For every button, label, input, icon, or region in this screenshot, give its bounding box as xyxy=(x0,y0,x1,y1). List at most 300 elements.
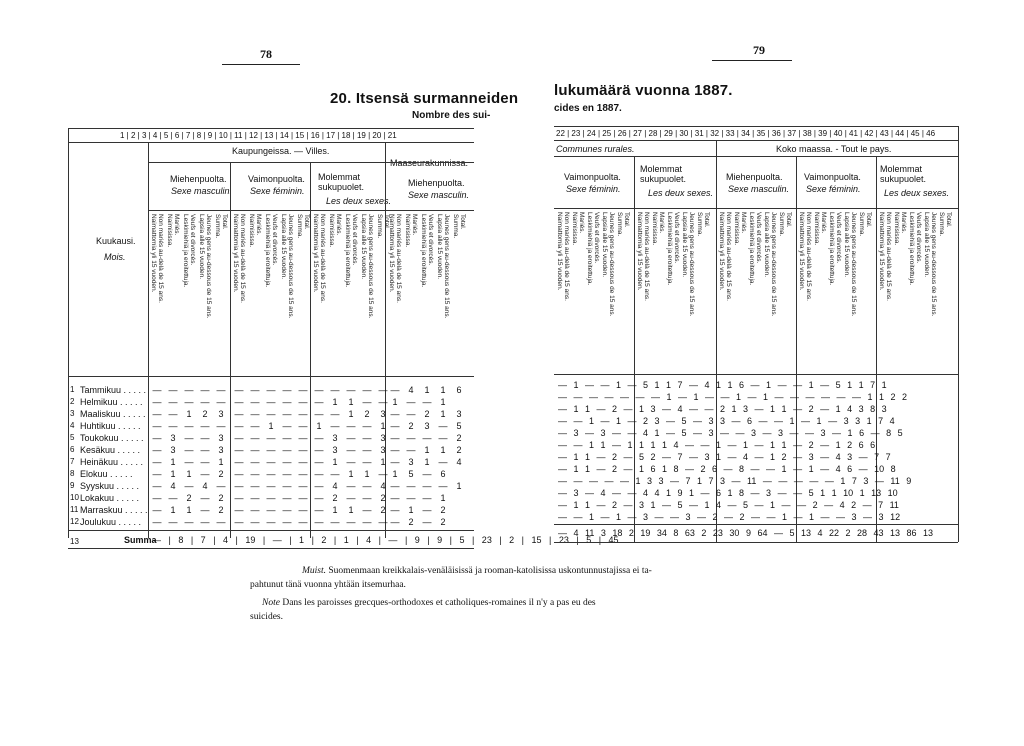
table-cell: — xyxy=(298,517,308,527)
table-top-rule-left xyxy=(68,128,474,129)
table-cell: — xyxy=(282,469,292,479)
vertical-head-l0-4: Summa. xyxy=(214,214,221,239)
table-cell: — xyxy=(298,457,308,467)
table-cell: — xyxy=(390,433,400,443)
table-cell: — xyxy=(184,421,194,431)
table-cell: — xyxy=(314,505,324,515)
vertical-head-l0-0: Naimattomia yli 15 vuoden. xyxy=(150,214,157,293)
table-cell: — xyxy=(168,385,178,395)
table-cell: — xyxy=(250,385,260,395)
table-cell: — xyxy=(390,421,400,431)
vertical-head-l1-2: Leskimiehiä ja eroitettuja. xyxy=(264,214,271,288)
month-label: Maaliskuu . . . . . xyxy=(80,409,146,419)
row-number: 6 xyxy=(70,445,75,454)
vertical-head-fr-r0-4: Total. xyxy=(623,212,630,228)
table-cell: 6 xyxy=(440,469,446,479)
table-cell: — xyxy=(216,385,226,395)
table-cell: — xyxy=(422,505,432,515)
subgroup-rule-left xyxy=(148,210,474,211)
vertical-head-fr-r0-2: Veufs et divorcés. xyxy=(593,212,600,264)
table-cell: — xyxy=(362,505,372,515)
vertical-head-l0-2: Leskimiehiä ja eroitettuja. xyxy=(182,214,189,288)
row-number: 3 xyxy=(70,409,75,418)
subgroup-women2-right-fr: Sexe féminin. xyxy=(806,184,861,194)
vertical-head-fr-r2-0: Non mariés au-delà de 15 ans. xyxy=(725,212,732,301)
table-cell: — xyxy=(422,493,432,503)
vertical-head-fr-r3-1: Mariés. xyxy=(820,212,827,234)
vertical-head-fr-r3-0: Non mariés au-delà de 15 ans. xyxy=(805,212,812,301)
table-cell: 1 xyxy=(440,493,446,503)
vertical-head-r4-1: Naimisissa. xyxy=(893,212,900,246)
table-cell: — xyxy=(168,409,178,419)
table-cell: 3 xyxy=(380,433,386,443)
table-row-right: — 1 1 — 2 — 5 2 — 7 — 3 1 — 4 — 1 2 — 3 — 4 3 — 7 7 xyxy=(558,452,891,462)
vertical-head-r1-1: Naimisissa. xyxy=(651,212,658,246)
table-cell: 3 xyxy=(380,409,386,419)
subgroup-women-left: Vaimonpuolta. xyxy=(248,174,305,184)
vertical-head-l2-2: Leskimiehiä ja eroitettuja. xyxy=(344,214,351,288)
table-cell: 3 xyxy=(456,409,462,419)
vertical-head-fr-l3-4: Total. xyxy=(459,214,466,230)
table-cell: — xyxy=(330,517,340,527)
table-cell: — xyxy=(200,397,210,407)
group-header-rural: Maaseurakunnissa. xyxy=(390,158,469,168)
vertical-head-r2-3: Lapsia alle 15 vuoden. xyxy=(763,212,770,278)
table-cell: 2 xyxy=(364,409,370,419)
month-column-label: Kuukausi. xyxy=(96,236,136,246)
table-cell: — xyxy=(266,445,276,455)
vertical-head-fr-r4-0: Non mariés au-delà de 15 ans. xyxy=(885,212,892,301)
table-cell: — xyxy=(152,517,162,527)
table-cell: 1 xyxy=(456,481,462,491)
table-cell: — xyxy=(234,517,244,527)
vertical-head-fr-l1-3: Jeunes gens au-dessous de 15 ans. xyxy=(287,214,294,319)
vertical-head-fr-l3-1: Mariés. xyxy=(411,214,418,236)
note-finnish-text: Suomenmaan kreikkalais-venäläisissä ja rooman-katolisissa uskontunnustajissa ei ta- xyxy=(328,566,652,576)
subgroup-men2-left-fr: Sexe masculin. xyxy=(408,190,470,200)
vertical-head-fr-l1-4: Total. xyxy=(303,214,310,230)
table-cell: — xyxy=(250,493,260,503)
header-bottom-rule-right xyxy=(554,374,958,375)
row-number: 4 xyxy=(70,421,75,430)
table-cell: 1 xyxy=(170,457,176,467)
month-label: Marraskuu . . . . . xyxy=(80,505,148,515)
table-cell: — xyxy=(362,421,372,431)
note-french-line2: suicides. xyxy=(250,612,283,622)
table-cell: — xyxy=(234,481,244,491)
vertical-head-r3-2: Leskimiehiä ja eroitettuja. xyxy=(828,212,835,286)
vertical-head-fr-r0-0: Non mariés au-delà de 15 ans. xyxy=(563,212,570,301)
subgroup-both-left: Molemmat sukupuolet. xyxy=(318,172,365,192)
table-cell: — xyxy=(314,433,324,443)
table-cell: — xyxy=(266,433,276,443)
table-cell: — xyxy=(234,397,244,407)
note-finnish-line2: pahtunut tänä vuonna yhtään itsemurhaa. xyxy=(250,580,406,590)
table-cell: 5 xyxy=(456,421,462,431)
vertical-head-fr-l2-0: Non mariés au-delà de 15 ans. xyxy=(319,214,326,303)
page-number-right: 79 xyxy=(753,43,765,57)
table-cell: 2 xyxy=(424,409,430,419)
table-cell: — xyxy=(314,457,324,467)
note-french-text: Dans les paroisses grecques-orthodoxes et catholiques-romaines il n'y a pas eu des xyxy=(282,598,596,608)
table-bottom-rule-right xyxy=(554,542,958,543)
table-cell: — xyxy=(250,457,260,467)
group-rule-left xyxy=(148,162,474,163)
vertical-head-fr-r1-4: Total. xyxy=(703,212,710,228)
table-cell: — xyxy=(282,445,292,455)
subgroup-men-left-fr: Sexe masculin. xyxy=(171,186,233,196)
note-french-line1 xyxy=(262,598,596,608)
table-cell: — xyxy=(250,481,260,491)
table-cell: — xyxy=(200,505,210,515)
vertical-head-l2-4: Summa. xyxy=(376,214,383,239)
page-number-left: 78 xyxy=(260,47,272,61)
vertical-head-r4-2: Leskimiehiä ja eroitettuja. xyxy=(908,212,915,286)
table-cell: — xyxy=(314,409,324,419)
vertical-head-fr-r1-2: Veufs et divorcés. xyxy=(673,212,680,264)
table-cell: — xyxy=(346,493,356,503)
table-cell: 2 xyxy=(408,421,414,431)
vertical-head-r1-3: Lapsia alle 15 vuoden. xyxy=(681,212,688,278)
vertical-head-fr-l3-2: Veufs et divorcés. xyxy=(427,214,434,266)
table-cell: 2 xyxy=(218,469,224,479)
table-cell: — xyxy=(346,421,356,431)
separator-women-both xyxy=(310,162,311,538)
table-cell: — xyxy=(266,409,276,419)
table-cell: — xyxy=(298,493,308,503)
vertical-head-l3-2: Leskimiehiä ja eroitettuja. xyxy=(420,214,427,288)
table-cell: — xyxy=(378,469,388,479)
vertical-head-l1-1: Naimisissa. xyxy=(248,214,255,248)
table-cell: — xyxy=(282,517,292,527)
table-cell: — xyxy=(406,493,416,503)
table-cell: — xyxy=(152,469,162,479)
table-cell: 4 xyxy=(456,457,462,467)
vertical-head-r3-3: Lapsia alle 15 vuoden. xyxy=(843,212,850,278)
table-cell: — xyxy=(298,505,308,515)
subgroup-both-right-fr: Les deux sexes. xyxy=(648,188,714,198)
vertical-head-r3-0: Naimattomia yli 15 vuoden. xyxy=(798,212,805,291)
table-cell: 1 xyxy=(332,397,338,407)
table-cell: — xyxy=(298,409,308,419)
note-finnish-label: Muist. xyxy=(302,566,327,576)
row-number-summa: 13 xyxy=(70,537,79,546)
vertical-head-r0-4: Summa. xyxy=(616,212,623,237)
table-cell: — xyxy=(314,469,324,479)
vertical-head-r2-1: Naimisissa. xyxy=(733,212,740,246)
vertical-head-l3-4: Summa. xyxy=(452,214,459,239)
table-cell: — xyxy=(216,517,226,527)
table-cell: 3 xyxy=(332,433,338,443)
vertical-head-l3-1: Naimisissa. xyxy=(404,214,411,248)
table-cell: 6 xyxy=(456,385,462,395)
table-cell: — xyxy=(184,481,194,491)
table-cell: — xyxy=(168,517,178,527)
table-cell: — xyxy=(390,445,400,455)
header-rule-right xyxy=(712,60,792,61)
vertical-head-fr-r4-1: Mariés. xyxy=(900,212,907,234)
vertical-head-r0-3: Lapsia alle 15 vuoden. xyxy=(601,212,608,278)
table-cell: — xyxy=(314,397,324,407)
table-subtitle-left: Nombre des sui- xyxy=(412,110,491,121)
table-row-right: — — 1 — 1 — 2 3 — 5 — 3 3 — 6 — — 1 — 1 — 3 3 1 7 4 xyxy=(558,416,895,426)
vertical-head-r1-0: Naimattomia yli 15 vuoden. xyxy=(636,212,643,291)
table-cell: 2 xyxy=(202,409,208,419)
vertical-head-r2-2: Leskimiehiä ja eroitettuja. xyxy=(748,212,755,286)
table-cell: — xyxy=(152,493,162,503)
vertical-head-fr-r4-3: Jeunes gens au-dessous de 15 ans. xyxy=(930,212,937,317)
vertical-head-fr-r2-1: Mariés. xyxy=(740,212,747,234)
table-cell: — xyxy=(378,517,388,527)
table-cell: — xyxy=(406,481,416,491)
table-cell: 1 xyxy=(440,385,446,395)
group-header-rural-fr: Communes rurales. xyxy=(556,144,635,154)
vertical-head-fr-r2-4: Total. xyxy=(785,212,792,228)
vertical-head-r4-3: Lapsia alle 15 vuoden. xyxy=(923,212,930,278)
vertical-head-r4-4: Summa. xyxy=(938,212,945,237)
row-number: 9 xyxy=(70,481,75,490)
table-cell: — xyxy=(422,469,432,479)
table-cell: — xyxy=(390,457,400,467)
table-cell: 1 xyxy=(348,505,354,515)
table-cell: 1 xyxy=(332,505,338,515)
table-cell: 4 xyxy=(380,481,386,491)
subgroup-both2-right: Molemmat sukupuolet. xyxy=(880,164,927,184)
row-number: 1 xyxy=(70,385,75,394)
table-cell: — xyxy=(168,493,178,503)
vertical-head-l3-3: Lapsia alle 15 vuoden. xyxy=(436,214,443,280)
table-cell: 1 xyxy=(218,457,224,467)
table-cell: — xyxy=(266,469,276,479)
table-cell: — xyxy=(314,517,324,527)
table-row-right: — 1 1 — 2 — 1 3 — 4 — — 2 1 3 — 1 1 — 2 — 1 4 3 8 3 xyxy=(558,404,887,414)
table-cell: 2 xyxy=(186,493,192,503)
table-cell: — xyxy=(184,397,194,407)
table-cell: 3 xyxy=(170,445,176,455)
table-cell: — xyxy=(438,481,448,491)
table-cell: 2 xyxy=(332,493,338,503)
table-cell: — xyxy=(298,433,308,443)
vertical-head-r3-1: Naimisissa. xyxy=(813,212,820,246)
table-cell: 1 xyxy=(440,445,446,455)
table-left-edge xyxy=(68,128,69,538)
table-cell: — xyxy=(216,421,226,431)
table-cell: — xyxy=(152,481,162,491)
table-cell: — xyxy=(200,493,210,503)
vertical-head-fr-l0-0: Non mariés au-delà de 15 ans. xyxy=(157,214,164,303)
table-cell: — xyxy=(330,409,340,419)
table-cell: 3 xyxy=(408,457,414,467)
subgroup-men-left: Miehenpuolta. xyxy=(170,174,227,184)
table-cell: — xyxy=(184,433,194,443)
vertical-head-r0-0: Naimattomia yli 15 vuoden. xyxy=(556,212,563,291)
vertical-head-r0-2: Leskimiehiä ja eroitettuja. xyxy=(586,212,593,286)
subgroup-men2-left: Miehenpuolta. xyxy=(408,178,465,188)
table-cell: — xyxy=(314,493,324,503)
table-cell: — xyxy=(152,421,162,431)
table-cell: — xyxy=(362,481,372,491)
row-number: 8 xyxy=(70,469,75,478)
table-cell: — xyxy=(346,457,356,467)
vertical-head-l1-4: Summa. xyxy=(296,214,303,239)
month-label: Lokakuu . . . . . xyxy=(80,493,140,503)
subgroup-women2-right: Vaimonpuolta. xyxy=(804,172,861,182)
note-french-label: Note xyxy=(262,598,280,608)
table-cell: 2 xyxy=(218,505,224,515)
table-cell: — xyxy=(234,385,244,395)
table-cell: — xyxy=(298,481,308,491)
column-numbers-rule-right xyxy=(554,140,958,141)
table-cell: — xyxy=(282,457,292,467)
table-cell: — xyxy=(266,385,276,395)
vertical-head-fr-r3-4: Total. xyxy=(865,212,872,228)
table-row-right: — 3 — 3 — — 4 1 — 5 — 3 — — 3 — 3 — — 3 — 1 6 — 8 5 xyxy=(558,428,903,438)
table-cell: — xyxy=(282,493,292,503)
vertical-head-r1-4: Summa. xyxy=(696,212,703,237)
month-label: Huhtikuu . . . . . xyxy=(80,421,141,431)
table-cell: 1 xyxy=(440,409,446,419)
vertical-head-fr-r3-3: Jeunes gens au-dessous de 15 ans. xyxy=(850,212,857,317)
table-cell: — xyxy=(406,445,416,455)
table-cell: — xyxy=(234,421,244,431)
vertical-head-fr-l1-0: Non mariés au-delà de 15 ans. xyxy=(239,214,246,303)
table-cell: — xyxy=(152,433,162,443)
table-cell: — xyxy=(406,397,416,407)
table-cell: — xyxy=(346,481,356,491)
table-cell: — xyxy=(282,409,292,419)
vertical-head-fr-l0-1: Mariés. xyxy=(173,214,180,236)
table-cell: — xyxy=(390,505,400,515)
table-cell: — xyxy=(438,457,448,467)
table-cell: 3 xyxy=(424,421,430,431)
table-cell: — xyxy=(234,505,244,515)
subgroup-women-left-fr: Sexe féminin. xyxy=(250,186,305,196)
table-cell: — xyxy=(234,457,244,467)
separator-men-women xyxy=(230,162,231,538)
vertical-head-l2-1: Naimisissa. xyxy=(328,214,335,248)
table-cell: — xyxy=(422,481,432,491)
table-cell: — xyxy=(200,421,210,431)
vertical-head-fr-l0-3: Jeunes gens au-dessous de 15 ans. xyxy=(205,214,212,319)
table-cell: 1 xyxy=(364,469,370,479)
table-cell: — xyxy=(422,433,432,443)
vertical-head-l0-1: Naimisissa. xyxy=(166,214,173,248)
vertical-head-fr-r0-3: Jeunes gens au-dessous de 15 ans. xyxy=(608,212,615,317)
table-cell: — xyxy=(216,397,226,407)
table-row-right: — 3 — 4 — — 4 4 1 9 1 — 6 1 8 — 3 — — 5 1 1 10 1 13 10 xyxy=(558,488,898,498)
table-cell: 1 xyxy=(316,421,322,431)
vertical-head-r2-0: Naimattomia yli 15 vuoden. xyxy=(718,212,725,291)
table-cell: 2 xyxy=(440,517,446,527)
vertical-head-l1-3: Lapsia alle 15 vuoden. xyxy=(280,214,287,280)
table-cell: — xyxy=(298,385,308,395)
table-cell: 1 xyxy=(392,397,398,407)
table-cell: — xyxy=(266,397,276,407)
table-cell: — xyxy=(266,505,276,515)
table-cell: 1 xyxy=(380,421,386,431)
column-numbers-rule-left xyxy=(68,142,474,143)
table-cell: — xyxy=(362,517,372,527)
table-cell: — xyxy=(184,385,194,395)
table-cell: — xyxy=(168,397,178,407)
table-cell: 4 xyxy=(202,481,208,491)
table-cell: 1 xyxy=(380,457,386,467)
table-cell: — xyxy=(152,445,162,455)
vertical-head-fr-l1-2: Veufs et divorcés. xyxy=(271,214,278,266)
table-cell: — xyxy=(168,421,178,431)
table-cell: — xyxy=(346,445,356,455)
vertical-head-fr-l2-1: Mariés. xyxy=(335,214,342,236)
table-cell: 1 xyxy=(424,457,430,467)
vertical-head-fr-r1-0: Non mariés au-delà de 15 ans. xyxy=(643,212,650,301)
table-cell: — xyxy=(438,421,448,431)
vertical-head-r2-4: Summa. xyxy=(778,212,785,237)
subgroup-both-left-fr: Les deux sexes. xyxy=(326,196,392,206)
summa-label: Summa xyxy=(124,535,157,545)
group-header-total: Koko maassa. - Tout le pays. xyxy=(776,144,892,154)
header-rule-left xyxy=(222,64,300,65)
table-cell: — xyxy=(362,445,372,455)
table-cell: — xyxy=(298,469,308,479)
vertical-head-fr-r1-3: Jeunes gens au-dessous de 15 ans. xyxy=(688,212,695,317)
table-cell: 4 xyxy=(408,385,414,395)
table-cell: 3 xyxy=(218,445,224,455)
table-cell: — xyxy=(266,457,276,467)
table-right-edge xyxy=(958,126,959,542)
table-cell: — xyxy=(216,481,226,491)
table-cell: — xyxy=(330,385,340,395)
table-cell: 2 xyxy=(456,445,462,455)
table-cell: — xyxy=(250,469,260,479)
table-row-right: — 1 1 — 2 — 1 6 1 8 — 2 6 — 8 — — 1 — 1 — 4 6 — 10 8 xyxy=(558,464,896,474)
table-cell: 2 xyxy=(380,505,386,515)
subgroup-women-right-fr: Sexe féminin. xyxy=(566,184,621,194)
vertical-head-l0-3: Lapsia alle 15 vuoden. xyxy=(198,214,205,280)
vertical-head-fr-l2-3: Jeunes gens au-dessous de 15 ans. xyxy=(367,214,374,319)
table-cell: — xyxy=(378,385,388,395)
subgroup-rule-right xyxy=(554,208,958,209)
table-subtitle-right: cides en 1887. xyxy=(554,103,622,114)
table-cell: — xyxy=(298,421,308,431)
vertical-head-fr-r4-4: Total. xyxy=(945,212,952,228)
table-cell: — xyxy=(152,397,162,407)
table-cell: 2 xyxy=(218,493,224,503)
table-cell: 1 xyxy=(268,421,274,431)
table-cell: — xyxy=(406,433,416,443)
vertical-head-fr-l3-3: Jeunes gens au-dessous de 15 ans. xyxy=(443,214,450,319)
vertical-head-fr-l2-2: Veufs et divorcés. xyxy=(351,214,358,266)
header-bottom-rule-left xyxy=(68,376,474,377)
table-cell: — xyxy=(298,397,308,407)
table-cell: — xyxy=(184,457,194,467)
vertical-head-fr-r2-2: Veufs et divorcés. xyxy=(755,212,762,264)
table-cell: — xyxy=(362,457,372,467)
table-cell: 3 xyxy=(332,445,338,455)
row-number: 5 xyxy=(70,433,75,442)
table-cell: — xyxy=(250,397,260,407)
separator-month xyxy=(148,142,149,538)
table-cell: — xyxy=(200,457,210,467)
table-row-right: — 1 — — 1 — 5 1 1 7 — 4 1 1 6 — 1 — — 1 — 5 1 1 7 1 xyxy=(558,380,887,390)
column-numbers-right: 22 | 23 | 24 | 25 | 26 | 27 | 28 | 29 | 30 | 31 | 32 | 33 | 34 | 35 | 36 | 37 | 38 | 39 | 40 | 41 | 42 | 43 | 44 | 45 | 46 xyxy=(556,129,936,138)
vertical-head-r0-1: Naimisissa. xyxy=(571,212,578,246)
vertical-head-l1-0: Naimattomia yli 15 vuoden. xyxy=(232,214,239,293)
table-cell: 3 xyxy=(170,433,176,443)
table-cell: — xyxy=(314,445,324,455)
row-number: 11 xyxy=(70,505,79,514)
row-number: 10 xyxy=(70,493,79,502)
table-cell: — xyxy=(330,469,340,479)
